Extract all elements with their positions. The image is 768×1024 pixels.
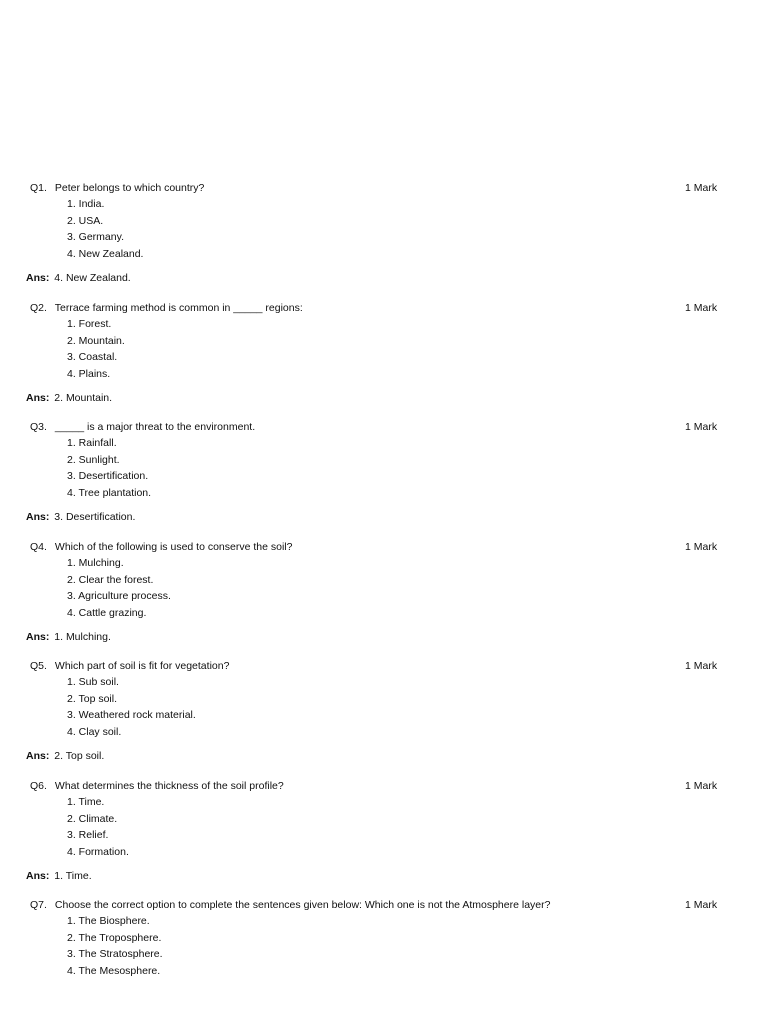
option-item: 4. Tree plantation. [67,486,152,499]
option-item: 4. New Zealand. [67,247,144,260]
answer-label: Ans: [26,511,50,523]
answer-label: Ans: [26,870,50,882]
option-list [67,555,171,621]
option-list [67,316,125,382]
answer-line [26,270,131,286]
answer-text: 3. Desertification. [54,511,136,523]
option-item: 2. Top soil. [67,692,118,705]
answer-text: 1. Mulching. [54,631,111,643]
question-number: Q2. [30,302,47,314]
question-text-line [30,778,284,794]
option-item: 2. Sunlight. [67,453,120,466]
answer-text: 2. Top soil. [54,750,105,762]
question-text-line [30,180,204,196]
question-text: What determines the thickness of the soil profile? [54,780,284,792]
option-item: 4. Cattle grazing. [67,606,147,619]
option-item: 1. Mulching. [67,557,124,569]
answer-line [26,509,135,525]
question-text: Terrace farming method is common in _____ regions: [54,302,303,314]
option-item: 4. Clay soil. [67,725,122,738]
question-marks: 1 Mark [685,780,718,792]
option-item: 2. The Troposphere. [67,931,162,944]
option-item: 1. The Biosphere. [67,915,150,927]
option-item: 1. Rainfall. [67,437,117,449]
answer-text: 4. New Zealand. [54,272,131,284]
option-item: 3. Germany. [67,231,124,243]
question-number: Q3. [30,421,47,433]
question-text: Peter belongs to which country? [54,182,205,194]
option-list [67,196,143,262]
option-item: 3. The Stratosphere. [67,948,163,960]
question-marks: 1 Mark [685,302,718,314]
answer-label: Ans: [26,392,50,404]
question-marks: 1 Mark [685,182,718,194]
option-item: 2. Mountain. [67,334,125,347]
question-marks: 1 Mark [685,541,718,553]
answer-label: Ans: [26,750,50,762]
question-text: Which of the following is used to conserve the soil? [54,541,293,553]
option-item: 3. Weathered rock material. [67,709,196,721]
option-item: 1. India. [67,198,105,210]
answer-line [26,748,104,764]
option-list [67,435,151,501]
question-text: _____ is a major threat to the environment. [54,421,256,433]
option-item: 3. Coastal. [67,351,118,363]
question-marks: 1 Mark [685,899,718,911]
question-text-line [30,658,229,674]
option-item: 3. Agriculture process. [67,590,171,602]
question-marks: 1 Mark [685,660,718,672]
question-text-line [30,539,292,555]
answer-text: 2. Mountain. [54,392,113,404]
answer-label: Ans: [26,631,50,643]
answer-line [26,390,112,406]
option-item: 4. The Mesosphere. [67,964,161,977]
question-number: Q4. [30,541,47,553]
option-item: 4. Plains. [67,367,111,380]
option-item: 1. Sub soil. [67,676,119,688]
option-item: 2. USA. [67,214,104,227]
option-list [67,794,129,860]
option-item: 1. Forest. [67,318,112,330]
option-list [67,913,163,979]
question-marks: 1 Mark [685,421,718,433]
answer-line [26,868,92,884]
question-text-line [30,419,255,435]
answer-label: Ans: [26,272,50,284]
question-text: Which part of soil is fit for vegetation? [54,660,230,672]
question-number: Q1. [30,182,47,194]
option-list [67,674,196,740]
option-item: 2. Clear the forest. [67,573,154,586]
option-item: 3. Relief. [67,829,109,841]
question-number: Q7. [30,899,47,911]
question-number: Q6. [30,780,47,792]
option-item: 3. Desertification. [67,470,149,482]
answer-line [26,629,111,645]
question-text-line [30,300,303,316]
option-item: 4. Formation. [67,845,129,858]
question-number: Q5. [30,660,47,672]
question-text-line [30,897,550,913]
option-item: 1. Time. [67,796,105,808]
answer-text: 1. Time. [54,870,92,882]
option-item: 2. Climate. [67,812,118,825]
question-text: Choose the correct option to complete the sentences given below: Which one is not the Atmosphere layer? [54,899,551,911]
